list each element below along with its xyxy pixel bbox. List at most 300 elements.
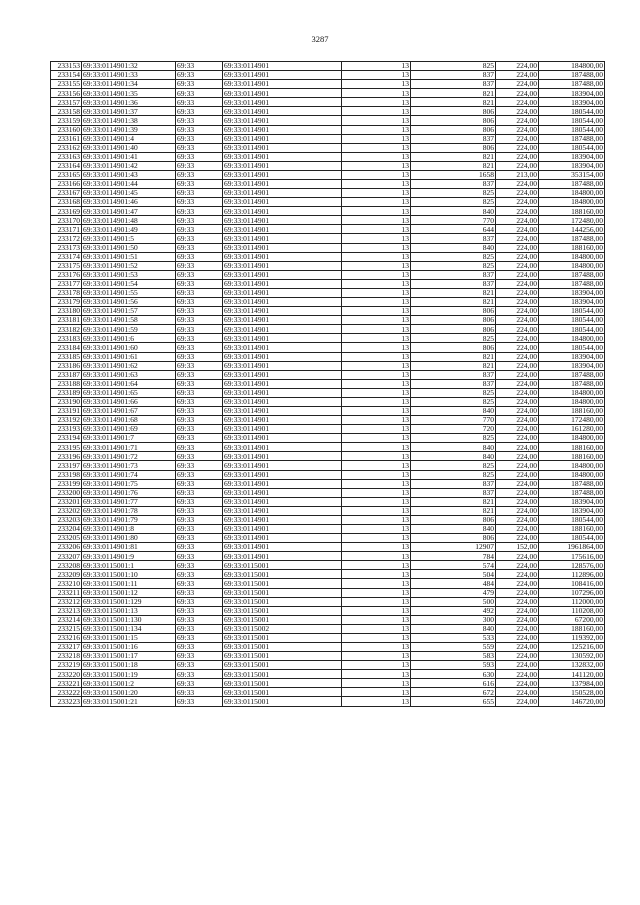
cell-group-code: 13 [342,488,411,497]
cell-quarter-number: 69:33:0114901 [223,161,342,170]
cell-cadastral-number: 69:33:0114901:60 [82,343,176,352]
table-row [51,488,605,497]
cell-cadastral-number: 69:33:0115001:13 [82,606,176,615]
cell-group-code: 13 [342,379,411,388]
table-row [51,234,605,243]
cell-quarter-number: 69:33:0115001 [223,670,342,679]
cell-area: 492 [411,606,496,615]
table-row [51,243,605,252]
cell-group-code: 13 [342,452,411,461]
cell-cadastral-value: 107296,00 [539,588,605,597]
table-row [51,643,605,652]
cell-quarter-number: 69:33:0115001 [223,652,342,661]
cell-area: 821 [411,152,496,161]
cell-district-code: 69:33 [176,397,223,406]
cell-cadastral-number: 69:33:0114901:67 [82,406,176,415]
cell-row-number: 233216 [51,633,82,642]
cell-row-number: 233198 [51,470,82,479]
table-row [51,270,605,279]
cell-area: 825 [411,62,496,71]
cell-district-code: 69:33 [176,161,223,170]
cell-specific-value: 224,00 [496,152,539,161]
cell-area: 821 [411,98,496,107]
cell-specific-value: 224,00 [496,561,539,570]
cell-group-code: 13 [342,534,411,543]
table-row [51,161,605,170]
cell-quarter-number: 69:33:0114901 [223,288,342,297]
table-row [51,479,605,488]
table-row [51,307,605,316]
cell-group-code: 13 [342,434,411,443]
table-row [51,597,605,606]
cell-group-code: 13 [342,506,411,515]
cell-cadastral-value: 184800,00 [539,189,605,198]
cell-row-number: 233187 [51,370,82,379]
cell-area: 825 [411,461,496,470]
cell-cadastral-value: 180544,00 [539,116,605,125]
cell-row-number: 233203 [51,515,82,524]
cell-cadastral-value: 180544,00 [539,343,605,352]
cell-cadastral-value: 183904,00 [539,497,605,506]
cell-group-code: 13 [342,207,411,216]
cell-area: 806 [411,107,496,116]
cell-district-code: 69:33 [176,107,223,116]
cell-group-code: 13 [342,443,411,452]
cell-cadastral-value: 161280,00 [539,425,605,434]
cell-area: 837 [411,479,496,488]
cell-cadastral-value: 183904,00 [539,361,605,370]
cell-group-code: 13 [342,552,411,561]
cell-group-code: 13 [342,116,411,125]
cell-cadastral-number: 69:33:0114901:34 [82,80,176,89]
cell-group-code: 13 [342,679,411,688]
cell-specific-value: 224,00 [496,397,539,406]
cell-district-code: 69:33 [176,62,223,71]
cell-district-code: 69:33 [176,697,223,706]
cell-area: 806 [411,307,496,316]
cell-specific-value: 224,00 [496,270,539,279]
cell-area: 821 [411,288,496,297]
cell-specific-value: 224,00 [496,379,539,388]
cell-quarter-number: 69:33:0114901 [223,452,342,461]
table-row [51,261,605,270]
cell-cadastral-number: 69:33:0115001:130 [82,615,176,624]
table-row [51,252,605,261]
table-row [51,288,605,297]
cell-area: 821 [411,161,496,170]
cell-quarter-number: 69:33:0114901 [223,461,342,470]
cell-group-code: 13 [342,479,411,488]
cell-area: 825 [411,470,496,479]
cell-cadastral-number: 69:33:0114901:8 [82,524,176,533]
cell-quarter-number: 69:33:0114901 [223,216,342,225]
cell-quarter-number: 69:33:0115001 [223,643,342,652]
cell-quarter-number: 69:33:0114901 [223,416,342,425]
cell-cadastral-number: 69:33:0114901:66 [82,397,176,406]
cell-district-code: 69:33 [176,134,223,143]
cell-group-code: 13 [342,189,411,198]
cell-row-number: 233154 [51,71,82,80]
cell-cadastral-value: 187488,00 [539,270,605,279]
cell-quarter-number: 69:33:0114901 [223,89,342,98]
cell-quarter-number: 69:33:0114901 [223,379,342,388]
cell-row-number: 233188 [51,379,82,388]
cell-district-code: 69:33 [176,452,223,461]
cell-district-code: 69:33 [176,125,223,134]
cell-quarter-number: 69:33:0114901 [223,279,342,288]
cell-cadastral-number: 69:33:0114901:44 [82,180,176,189]
cell-district-code: 69:33 [176,488,223,497]
cell-quarter-number: 69:33:0115001 [223,679,342,688]
table-row [51,170,605,179]
cell-quarter-number: 69:33:0114901 [223,298,342,307]
cell-specific-value: 224,00 [496,98,539,107]
cell-cadastral-number: 69:33:0114901:48 [82,216,176,225]
cell-district-code: 69:33 [176,279,223,288]
cell-row-number: 233184 [51,343,82,352]
cell-cadastral-number: 69:33:0115001:10 [82,570,176,579]
cell-cadastral-value: 137984,00 [539,679,605,688]
cell-group-code: 13 [342,688,411,697]
cell-group-code: 13 [342,388,411,397]
cell-cadastral-number: 69:33:0114901:38 [82,116,176,125]
cell-row-number: 233171 [51,225,82,234]
cell-area: 837 [411,71,496,80]
cell-specific-value: 224,00 [496,161,539,170]
cell-row-number: 233215 [51,624,82,633]
cell-specific-value: 224,00 [496,652,539,661]
table-row [51,116,605,125]
cell-group-code: 13 [342,606,411,615]
cell-district-code: 69:33 [176,543,223,552]
cell-area: 559 [411,643,496,652]
cell-specific-value: 224,00 [496,361,539,370]
cell-cadastral-value: 187488,00 [539,180,605,189]
cell-specific-value: 224,00 [496,661,539,670]
table-row [51,452,605,461]
cell-cadastral-value: 180544,00 [539,316,605,325]
cell-quarter-number: 69:33:0115001 [223,661,342,670]
table-row [51,406,605,415]
cell-cadastral-value: 180544,00 [539,143,605,152]
cell-quarter-number: 69:33:0114901 [223,316,342,325]
cell-specific-value: 224,00 [496,570,539,579]
cell-specific-value: 224,00 [496,497,539,506]
cell-cadastral-value: 184800,00 [539,397,605,406]
cell-group-code: 13 [342,461,411,470]
cell-area: 840 [411,207,496,216]
cell-cadastral-number: 69:33:0114901:57 [82,307,176,316]
cell-quarter-number: 69:33:0114901 [223,98,342,107]
cell-cadastral-value: 187488,00 [539,80,605,89]
cell-area: 821 [411,506,496,515]
cell-row-number: 233212 [51,597,82,606]
cell-district-code: 69:33 [176,207,223,216]
cell-area: 821 [411,89,496,98]
page-number: 3287 [311,34,329,44]
cell-district-code: 69:33 [176,406,223,415]
cell-specific-value: 224,00 [496,670,539,679]
table-row [51,534,605,543]
cell-area: 825 [411,189,496,198]
cell-specific-value: 224,00 [496,697,539,706]
cell-row-number: 233219 [51,661,82,670]
cell-area: 837 [411,370,496,379]
table-row [51,615,605,624]
cell-row-number: 233223 [51,697,82,706]
table-row [51,543,605,552]
cell-cadastral-number: 69:33:0114901:32 [82,62,176,71]
cell-district-code: 69:33 [176,524,223,533]
cell-cadastral-value: 188160,00 [539,243,605,252]
cell-cadastral-value: 112000,00 [539,597,605,606]
cell-specific-value: 224,00 [496,325,539,334]
cell-row-number: 233190 [51,397,82,406]
cell-cadastral-value: 188160,00 [539,452,605,461]
cell-quarter-number: 69:33:0115001 [223,579,342,588]
cell-group-code: 13 [342,406,411,415]
cell-district-code: 69:33 [176,379,223,388]
cell-area: 484 [411,579,496,588]
cell-cadastral-value: 187488,00 [539,488,605,497]
cell-group-code: 13 [342,361,411,370]
cell-cadastral-number: 69:33:0114901:78 [82,506,176,515]
table-row [51,697,605,706]
cell-specific-value: 224,00 [496,479,539,488]
cell-cadastral-number: 69:33:0114901:40 [82,143,176,152]
cell-area: 837 [411,80,496,89]
cell-specific-value: 224,00 [496,524,539,533]
cell-specific-value: 224,00 [496,679,539,688]
cell-cadastral-value: 184800,00 [539,62,605,71]
cell-cadastral-value: 183904,00 [539,298,605,307]
cell-district-code: 69:33 [176,597,223,606]
cell-cadastral-number: 69:33:0114901:52 [82,261,176,270]
cell-cadastral-number: 69:33:0114901:50 [82,243,176,252]
cell-row-number: 233195 [51,443,82,452]
cell-cadastral-value: 172480,00 [539,416,605,425]
cell-area: 821 [411,298,496,307]
cell-quarter-number: 69:33:0114901 [223,307,342,316]
cell-cadastral-value: 184800,00 [539,461,605,470]
cell-specific-value: 224,00 [496,252,539,261]
cell-district-code: 69:33 [176,298,223,307]
cell-specific-value: 224,00 [496,643,539,652]
table-row [51,279,605,288]
cell-quarter-number: 69:33:0114901 [223,252,342,261]
cell-district-code: 69:33 [176,416,223,425]
cell-district-code: 69:33 [176,643,223,652]
cell-row-number: 233179 [51,298,82,307]
cell-cadastral-value: 187488,00 [539,134,605,143]
cell-group-code: 13 [342,570,411,579]
cell-group-code: 13 [342,470,411,479]
cell-district-code: 69:33 [176,624,223,633]
cell-row-number: 233180 [51,307,82,316]
cell-row-number: 233206 [51,543,82,552]
cell-specific-value: 224,00 [496,606,539,615]
cell-district-code: 69:33 [176,570,223,579]
cell-row-number: 233170 [51,216,82,225]
cell-group-code: 13 [342,334,411,343]
cell-cadastral-number: 69:33:0114901:58 [82,316,176,325]
cell-group-code: 13 [342,152,411,161]
cell-specific-value: 224,00 [496,316,539,325]
cell-quarter-number: 69:33:0115002 [223,624,342,633]
cell-cadastral-value: 112896,00 [539,570,605,579]
cell-row-number: 233160 [51,125,82,134]
table-row [51,397,605,406]
cell-group-code: 13 [342,180,411,189]
cell-row-number: 233194 [51,434,82,443]
table-row [51,207,605,216]
cell-district-code: 69:33 [176,71,223,80]
cell-area: 837 [411,379,496,388]
cell-cadastral-value: 125216,00 [539,643,605,652]
cell-district-code: 69:33 [176,506,223,515]
cell-cadastral-value: 172480,00 [539,216,605,225]
cell-row-number: 233217 [51,643,82,652]
table-row [51,89,605,98]
cell-cadastral-number: 69:33:0114901:36 [82,98,176,107]
cell-cadastral-number: 69:33:0114901:76 [82,488,176,497]
table-row [51,561,605,570]
cell-specific-value: 224,00 [496,461,539,470]
cell-cadastral-number: 69:33:0115001:2 [82,679,176,688]
cell-row-number: 233164 [51,161,82,170]
cell-row-number: 233169 [51,207,82,216]
cell-row-number: 233156 [51,89,82,98]
table-row [51,143,605,152]
cell-district-code: 69:33 [176,470,223,479]
cell-area: 821 [411,361,496,370]
cell-quarter-number: 69:33:0114901 [223,234,342,243]
cell-area: 806 [411,325,496,334]
cell-quarter-number: 69:33:0114901 [223,361,342,370]
cell-area: 806 [411,515,496,524]
cell-area: 837 [411,234,496,243]
cell-district-code: 69:33 [176,80,223,89]
cell-cadastral-number: 69:33:0114901:45 [82,189,176,198]
cell-quarter-number: 69:33:0114901 [223,434,342,443]
cell-quarter-number: 69:33:0114901 [223,107,342,116]
cell-district-code: 69:33 [176,443,223,452]
cell-row-number: 233166 [51,180,82,189]
cell-specific-value: 224,00 [496,452,539,461]
cell-quarter-number: 69:33:0114901 [223,352,342,361]
cell-specific-value: 224,00 [496,443,539,452]
table-row [51,80,605,89]
cell-group-code: 13 [342,252,411,261]
cell-group-code: 13 [342,624,411,633]
cell-district-code: 69:33 [176,461,223,470]
cell-cadastral-number: 69:33:0115001:12 [82,588,176,597]
table-row [51,470,605,479]
table-row [51,71,605,80]
cell-group-code: 13 [342,71,411,80]
cell-cadastral-value: 188160,00 [539,624,605,633]
cell-quarter-number: 69:33:0114901 [223,425,342,434]
table-row [51,434,605,443]
cell-cadastral-number: 69:33:0115001:129 [82,597,176,606]
table-row [51,606,605,615]
cell-quarter-number: 69:33:0114901 [223,270,342,279]
cell-cadastral-number: 69:33:0114901:68 [82,416,176,425]
cell-specific-value: 224,00 [496,343,539,352]
cell-cadastral-number: 69:33:0114901:51 [82,252,176,261]
cell-quarter-number: 69:33:0115001 [223,597,342,606]
cell-district-code: 69:33 [176,561,223,570]
cell-cadastral-number: 69:33:0114901:9 [82,552,176,561]
cell-quarter-number: 69:33:0114901 [223,506,342,515]
cell-area: 806 [411,143,496,152]
cell-cadastral-value: 187488,00 [539,379,605,388]
cell-quarter-number: 69:33:0114901 [223,343,342,352]
cell-district-code: 69:33 [176,180,223,189]
cell-group-code: 13 [342,107,411,116]
cell-cadastral-number: 69:33:0114901:42 [82,161,176,170]
cell-row-number: 233193 [51,425,82,434]
cell-row-number: 233197 [51,461,82,470]
cell-cadastral-value: 144256,00 [539,225,605,234]
cell-cadastral-value: 184800,00 [539,434,605,443]
cell-row-number: 233196 [51,452,82,461]
cell-area: 825 [411,434,496,443]
cell-row-number: 233158 [51,107,82,116]
cell-cadastral-value: 183904,00 [539,89,605,98]
cell-area: 837 [411,270,496,279]
cell-row-number: 233205 [51,534,82,543]
cell-area: 825 [411,261,496,270]
cell-area: 806 [411,343,496,352]
cell-district-code: 69:33 [176,252,223,261]
cell-specific-value: 224,00 [496,216,539,225]
cell-group-code: 13 [342,652,411,661]
cell-district-code: 69:33 [176,170,223,179]
table-row [51,588,605,597]
cell-district-code: 69:33 [176,388,223,397]
cell-cadastral-number: 69:33:0114901:41 [82,152,176,161]
cell-group-code: 13 [342,298,411,307]
cell-quarter-number: 69:33:0115001 [223,561,342,570]
cell-quarter-number: 69:33:0114901 [223,143,342,152]
cell-group-code: 13 [342,352,411,361]
cell-group-code: 13 [342,697,411,706]
cell-cadastral-value: 180544,00 [539,534,605,543]
table-row [51,125,605,134]
cell-group-code: 13 [342,325,411,334]
cell-area: 837 [411,134,496,143]
cell-area: 806 [411,116,496,125]
cell-area: 837 [411,488,496,497]
cell-area: 655 [411,697,496,706]
cell-cadastral-value: 180544,00 [539,515,605,524]
cell-cadastral-value: 184800,00 [539,388,605,397]
cell-district-code: 69:33 [176,189,223,198]
cell-quarter-number: 69:33:0114901 [223,180,342,189]
cell-area: 593 [411,661,496,670]
cell-group-code: 13 [342,343,411,352]
cell-group-code: 13 [342,80,411,89]
cell-cadastral-number: 69:33:0114901:59 [82,325,176,334]
cell-area: 840 [411,452,496,461]
cell-district-code: 69:33 [176,343,223,352]
cell-group-code: 13 [342,497,411,506]
cell-specific-value: 224,00 [496,579,539,588]
cell-specific-value: 224,00 [496,89,539,98]
cell-row-number: 233178 [51,288,82,297]
cell-group-code: 13 [342,615,411,624]
